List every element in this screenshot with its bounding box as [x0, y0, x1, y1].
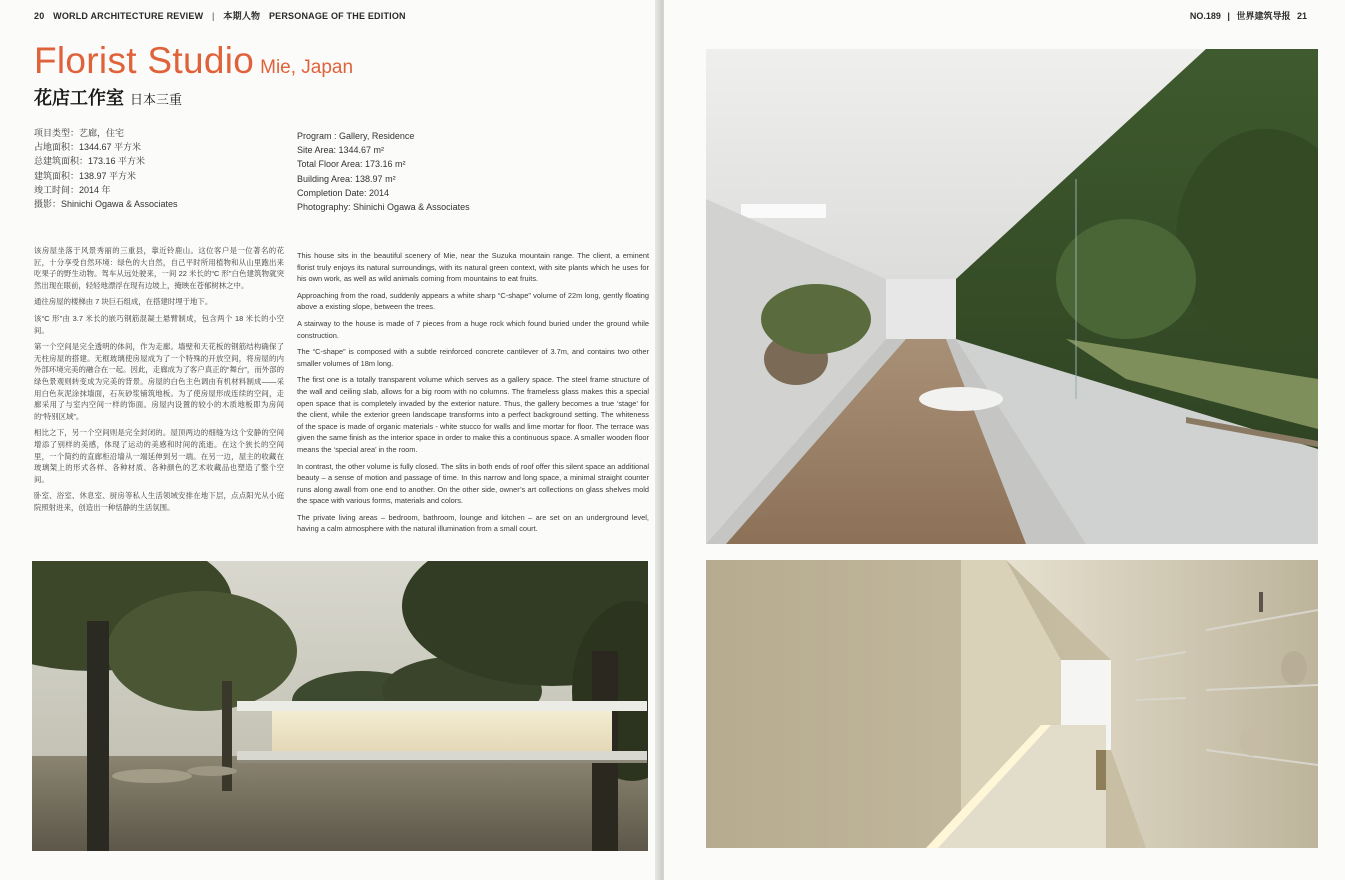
article-title-en: [34, 40, 353, 82]
exterior-photo: [32, 561, 648, 851]
info-cn-line: 建筑面积：138.97 平方米: [34, 170, 137, 181]
paragraph-cn: 该“C 形”由 3.7 米长的嵌巧钢筋混凝土悬臂制成，包含两个 18 米长的小空间。: [34, 313, 284, 335]
gallery-interior-photo: [706, 49, 1318, 544]
header-separator: |: [212, 11, 215, 21]
info-en-line: Building Area: 138.97 m²: [297, 173, 396, 184]
left-page: [0, 0, 660, 880]
title-en-location: Mie, Japan: [260, 57, 354, 78]
info-cn-line: 摄影：Shinichi Ogawa & Associates: [34, 199, 178, 210]
paragraph-en: The “C-shape” is composed with a subtle reinforced concrete cantilever of 3.7m, and contains two other smaller volumes of 18m long.: [297, 347, 649, 368]
project-info-cn: [34, 126, 264, 211]
issue-number: NO.189: [1189, 11, 1221, 21]
paragraph-cn: 第一个空间是完全透明的体间，作为走廊。墙壁和天花板的钢筋结构确保了无柱房屋的搭建。无框玻璃使房屋成为了一个特殊的开放空间，将房屋的内外部环境完美的融合在一起。因此，走廊成为了客户真正的“舞台”，而外部的绿色景观则转变成为完美的背景。房屋的白色主色调由有机材料制成——采用白色灰泥涂抹墙面，石灰砂浆铺筑地板。为了使房屋形成连续的空间，走廊采用了与室内空间一样的饰面。房屋内设置的较小的木质地板即为房间的“特别区域”。: [34, 342, 284, 421]
info-en-line: Photography: Shinichi Ogawa & Associates: [297, 202, 470, 213]
title-cn-location: 日本三重: [130, 92, 183, 107]
project-info-en: [297, 129, 597, 214]
title-cn-main: 花店工作室: [34, 88, 124, 108]
paragraph-en: In contrast, the other volume is fully closed. The slits in both ends of roof offer this silent space an additional beauty – a sense of motion and passage of time. In this narrow and long space, a minimal straight counter runs along awall from one end to another. On the other side, owner’s art collections on glass shelves mold the space with various forms, materials and colors.: [297, 461, 649, 506]
journal-name: WORLD ARCHITECTURE REVIEW: [53, 11, 204, 21]
info-en-line: Completion Date: 2014: [297, 187, 390, 198]
corridor-interior-illustration: [706, 560, 1318, 848]
paragraph-en: A stairway to the house is made of 7 pieces from a huge rock which found buried under the ground while construction.: [297, 318, 649, 340]
paragraph-en: The first one is a totally transparent volume which serves as a gallery space. The steel frame structure of the wall and ceiling slab, allows for a big room with no columns. The frameless glass makes this a special open space that is completely invaded by the exterior nature. Thus, the gallery becomes a true ‘stage’ for the client, while the exterior green landscape transforms into a perfect background setting. The whiteness of the space is made of organic materials - white stucco for walls and lime mortar for floor. The terrace was given the same finish as the interior space in order to make this a continuous space. A smaller wooden floor means the ‘special area’ in the room.: [297, 375, 649, 454]
running-header-left: [34, 9, 412, 22]
corridor-interior-photo: [706, 560, 1318, 848]
info-cn-line: 竣工时间：2014 年: [34, 184, 111, 195]
info-en-line: Site Area: 1344.67 m²: [297, 145, 385, 156]
body-text-cn: [34, 245, 284, 518]
journal-name-cn: 世界建筑导报: [1236, 11, 1291, 21]
title-en-main: Florist Studio: [34, 40, 255, 81]
exterior-photo-illustration: [32, 561, 648, 851]
body-text-en: [297, 250, 649, 540]
info-cn-line: 项目类型：艺廊，住宅: [34, 128, 125, 138]
header-separator: |: [1227, 11, 1230, 21]
paragraph-en: This house sits in the beautiful scenery of Mie, near the Suzuka mountain range. The client, a eminent florist truly enjoys its natural surroundings, with its natural green context, with site plants which he uses for his own work, as well as wild animals coming from mountains to eat fruits.: [297, 251, 649, 284]
section-name-cn: 本期人物: [223, 11, 261, 21]
info-en-line: Total Floor Area: 173.16 m²: [297, 159, 406, 170]
paragraph-en: Approaching from the road, suddenly appears a white sharp “C-shape” volume of 22m long, gently floating above a existing slope, between the trees.: [297, 290, 649, 312]
paragraph-cn: 该房屋坐落于风景秀丽的三重县，靠近铃鹿山。这位客户是一位著名的花匠，十分享受自然环境：绿色的大自然，自己平时所用植物和从山里跑出来吃果子的野生动物。驾车从远处驶来，一间 22 米长的“C 形”白色建筑物就突然出现在眼前，轻轻地漂浮在现有边坡上，掩映在苍郁树林之中。: [34, 246, 284, 290]
article-title-cn: [34, 84, 182, 110]
section-name-en: PERSONAGE OF THE EDITION: [268, 11, 406, 21]
running-header-right: [1186, 9, 1307, 22]
paragraph-cn: 通往房屋的楼梯由 7 块巨石组成，在搭建时埋于地下。: [34, 297, 213, 307]
info-cn-line: 占地面积：1344.67 平方米: [34, 142, 142, 153]
page-number-left: 20: [34, 11, 45, 21]
info-cn-line: 总建筑面积：173.16 平方米: [34, 156, 146, 167]
info-en-line: Program : Gallery, Residence: [297, 131, 415, 141]
page-number-right: 21: [1296, 11, 1307, 21]
gallery-interior-illustration: [706, 49, 1318, 544]
paragraph-en: The private living areas – bedroom, bathroom, lounge and kitchen – are set on an underground level, having a calm atmosphere with the natural illumination from a small court.: [297, 512, 649, 534]
right-page: [664, 0, 1345, 880]
paragraph-cn: 相比之下，另一个空间则是完全封闭的。屋顶两边的细缝为这个安静的空间增添了别样的美感，体现了运动的美感和时间的流逝。在这个狭长的空间里，一个简约的直廊柜沿墙从一端延伸到另一端。在另一边，屋主的收藏在玻璃架上的形式各样、各种材质、各种颜色的艺术收藏品也塑造了整个空间。: [34, 428, 284, 484]
paragraph-cn: 卧室、浴室、休息室、厨房等私人生活领域安排在地下层，点点阳光从小庭院照射进来，创造出一种恬静的生活氛围。: [34, 491, 284, 512]
